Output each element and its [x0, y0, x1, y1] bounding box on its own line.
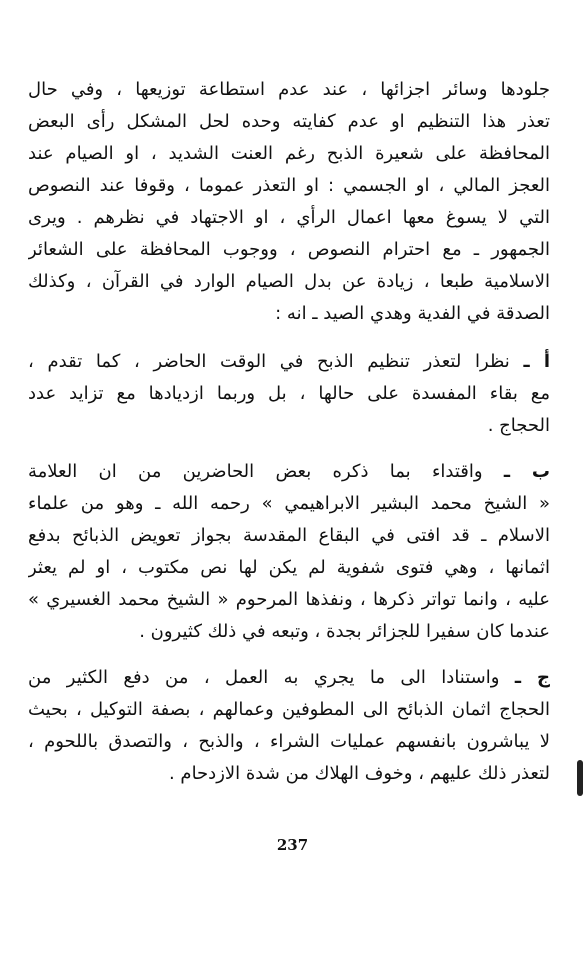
- paragraph-gap: [28, 330, 550, 346]
- text-line: [28, 662, 550, 694]
- paragraph-gap: [28, 648, 550, 662]
- text-line: مع بقاء المفسدة على حالها ، بل وربما ازديادها مع تزايد عدد: [28, 383, 550, 404]
- text-line: [28, 346, 550, 378]
- text-line: « الشيخ محمد البشير الابراهيمي » رحمه الله ـ وهو من علماء: [28, 493, 550, 514]
- list-marker: ب ـ: [503, 461, 550, 482]
- page-body: [28, 74, 550, 914]
- text-line: تعذر هذا التنظيم او عدم كفايته وحده لحل المشكل رأى البعض: [28, 111, 550, 132]
- text-line: لا يباشرون بانفسهم عمليات الشراء ، والذبح ، والتصدق باللحوم ،: [28, 731, 550, 752]
- text-line: [28, 456, 550, 488]
- text-line: الحجاج اثمان الذبائح الى المطوفين وعمالهم ، بصفة التوكيل ، بحيث: [28, 699, 550, 720]
- paragraph-1: [28, 74, 550, 330]
- text-line: جلودها وسائر اجزائها ، عند عدم استطاعة توزيعها ، وفي حال: [28, 79, 550, 100]
- text-line: الجمهور ـ مع احترام النصوص ، ووجوب المحافظة على الشعائر: [28, 239, 550, 260]
- list-marker: أ ـ: [523, 351, 550, 372]
- text-line: عليه ، وانما تواتر ذكرها ، ونفذها المرحوم « الشيخ محمد الغسيري »: [28, 589, 550, 610]
- text-line: الاسلامية طبعا ، زيادة عن بدل الصيام الوارد في القرآن ، وكذلك: [28, 271, 550, 292]
- text-line: التي لا يسوغ معها اعمال الرأي ، او الاجتهاد في نظرهم . ويرى: [28, 207, 550, 228]
- text-line: الاسلام ـ قد افتى في البقاع المقدسة بجواز تعويض الذبائح بدفع: [28, 525, 550, 546]
- text-line: لتعذر ذلك عليهم ، وخوف الهلاك من شدة الازدحام .: [168, 763, 550, 784]
- text-line-content: نظرا لتعذر تنظيم الذبح في الوقت الحاضر ، كما تقدم ،: [28, 351, 510, 372]
- text-line: عندما كان سفيرا للجزائر بجدة ، وتبعه في ذلك كثيرون .: [139, 621, 550, 642]
- text-line: الحجاج .: [487, 415, 550, 436]
- text-line: الصدقة في الفدية وهدي الصيد ـ انه :: [275, 303, 550, 324]
- scan-edge-mark: [577, 760, 583, 796]
- text-line: اثمانها ، وهي فتوى شفوية لم يكن لها نص مكتوب ، او لم يعثر: [28, 557, 550, 578]
- list-marker: ج ـ: [514, 667, 550, 688]
- paragraph-gap: [28, 442, 550, 456]
- page-number: 237: [276, 836, 309, 854]
- text-line-content: واقتداء بما ذكره بعض الحاضرين من ان العلامة: [28, 461, 483, 482]
- text-line: المحافظة على شعيرة الذبح رغم العنت الشديد ، او الصيام عند: [28, 143, 550, 164]
- paragraph-3: [28, 456, 550, 648]
- text-line-content: واستنادا الى ما يجري به العمل ، من دفع الكثير من: [28, 667, 500, 688]
- paragraph-2: [28, 346, 550, 442]
- paragraph-4: [28, 662, 550, 790]
- text-line: العجز المالي ، او الجسمي : او التعذر عموما ، وقوفا عند النصوص: [28, 175, 550, 196]
